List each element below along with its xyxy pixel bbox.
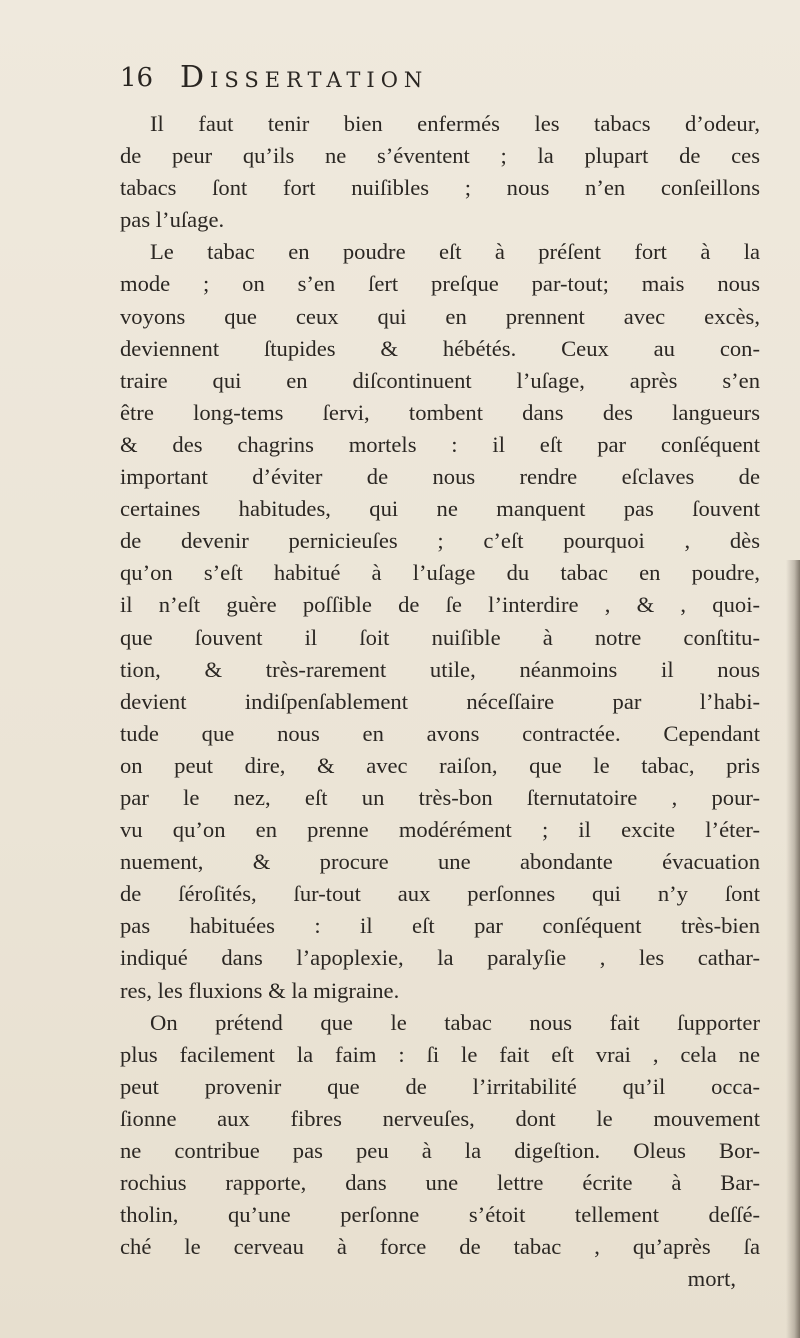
text-line: Il faut tenir bien enfermés les tabacs d’odeur, — [150, 111, 760, 136]
text-line: il n’eſt guère poſſible de ſe l’interdire , & , quoi- — [120, 592, 760, 618]
text-line: On prétend que le tabac nous fait ſupporter — [150, 1009, 760, 1035]
page-edge-shadow — [786, 560, 800, 1338]
text-line: deviennent ſtupides & hébétés. Ceux au con- — [120, 335, 760, 361]
text-line: devient indiſpenſablement néceſſaire par l’habi- — [120, 688, 760, 714]
text-line: ſionne aux fibres nerveuſes, dont le mouvement — [120, 1105, 760, 1131]
text-line: rochius rapporte, dans une lettre écrite à Bar- — [120, 1170, 760, 1196]
page-number: 16 — [120, 63, 154, 93]
text-line: être long-tems ſervi, tombent dans des langueurs — [120, 399, 760, 425]
text-line: de ſéroſités, ſur-tout aux perſonnes qui n’y ſont — [120, 881, 760, 907]
page-header — [120, 58, 720, 108]
text-line: mort, — [687, 1266, 736, 1292]
text-line: ne contribue pas peu à la digeſtion. Oleus Bor- — [120, 1138, 760, 1163]
text-line: voyons que ceux qui en prennent avec excès, — [120, 303, 760, 329]
text-line: que ſouvent il ſoit nuiſible à notre conſtitu- — [120, 624, 760, 650]
text-line: nuement, & procure une abondante évacuation — [120, 849, 760, 875]
text-line: vu qu’on en prenne modérément ; il excite l’éter- — [120, 817, 760, 843]
text-line: peut provenir que de l’irritabilité qu’il occa- — [120, 1073, 760, 1099]
text-line: Le tabac en poudre eſt à préſent fort à la — [150, 239, 760, 265]
text-line: res, les fluxions & la migraine. — [120, 977, 400, 1003]
text-line: & des chagrins mortels : il eſt par conſéquent — [120, 431, 760, 457]
text-line: par le nez, eſt un très-bon ſternutatoire , pour- — [120, 784, 760, 810]
text-line: de devenir pernicieuſes ; c’eſt pourquoi , dès — [120, 528, 760, 554]
text-line: certaines habitudes, qui ne manquent pas ſouvent — [120, 496, 760, 522]
text-line: on peut dire, & avec raiſon, que le tabac, pris — [120, 752, 760, 778]
text-line: important d’éviter de nous rendre eſclaves de — [120, 464, 760, 490]
body-text — [120, 108, 760, 1295]
text-line: traire qui en diſcontinuent l’uſage, après s’en — [120, 367, 760, 393]
text-line: qu’on s’eſt habitué à l’uſage du tabac en poudre, — [120, 560, 760, 586]
text-line: mode ; on s’en ſert preſque par-tout; mais nous — [120, 271, 760, 297]
text-line: ché le cerveau à force de tabac , qu’après ſa — [120, 1234, 760, 1260]
running-title: Dissertation — [180, 60, 429, 95]
text-line: tion, & très-rarement utile, néanmoins il nous — [120, 656, 760, 682]
text-line: tabacs ſont fort nuiſibles ; nous n’en conſeillons — [120, 175, 760, 201]
text-line: indiqué dans l’apoplexie, la paralyſie , les cathar- — [120, 945, 760, 971]
text-line: pas l’uſage. — [120, 207, 225, 233]
text-line: de peur qu’ils ne s’éventent ; la plupart de ces — [120, 143, 760, 169]
text-line: tude que nous en avons contractée. Cependant — [120, 720, 760, 746]
text-line: tholin, qu’une perſonne s’étoit tellement deſſé- — [120, 1202, 760, 1228]
text-line: plus facilement la faim : ſi le fait eſt vrai , cela ne — [120, 1041, 760, 1067]
text-line: pas habituées : il eſt par conſéquent très-bien — [120, 913, 760, 939]
